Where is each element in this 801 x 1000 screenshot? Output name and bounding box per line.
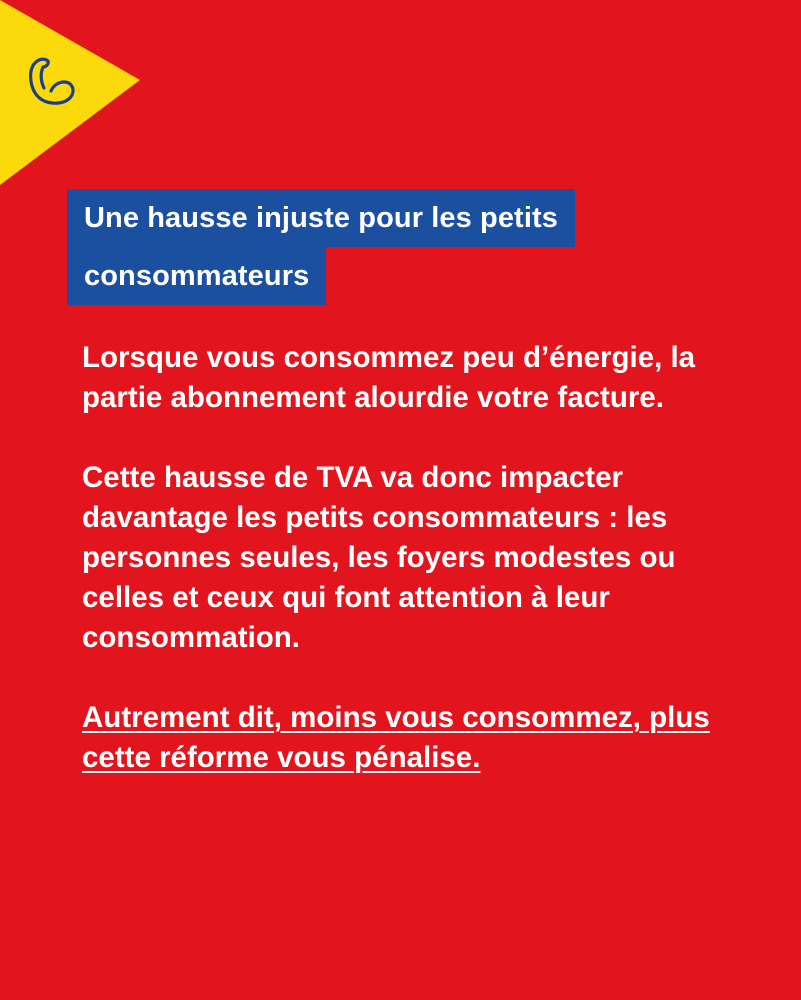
body-text <box>82 338 732 778</box>
headline-text: Une hausse injuste pour les petits consommateurs <box>67 189 575 305</box>
yellow-triangle <box>0 0 140 185</box>
corner-badge <box>0 0 145 190</box>
conclusion-text: Autrement dit, moins vous consommez, plus cette réforme vous pénalise. <box>82 701 710 774</box>
paragraph-vat-impact: Cette hausse de TVA va donc impacter davantage les petits consommateurs : les personnes seules, les foyers modestes ou celles et ceux qui font attention à leur consommation. <box>82 461 676 654</box>
headline <box>67 189 667 305</box>
paragraph-low-consumption: Lorsque vous consommez peu d’énergie, la partie abonnement alourdie votre facture. <box>82 341 696 414</box>
